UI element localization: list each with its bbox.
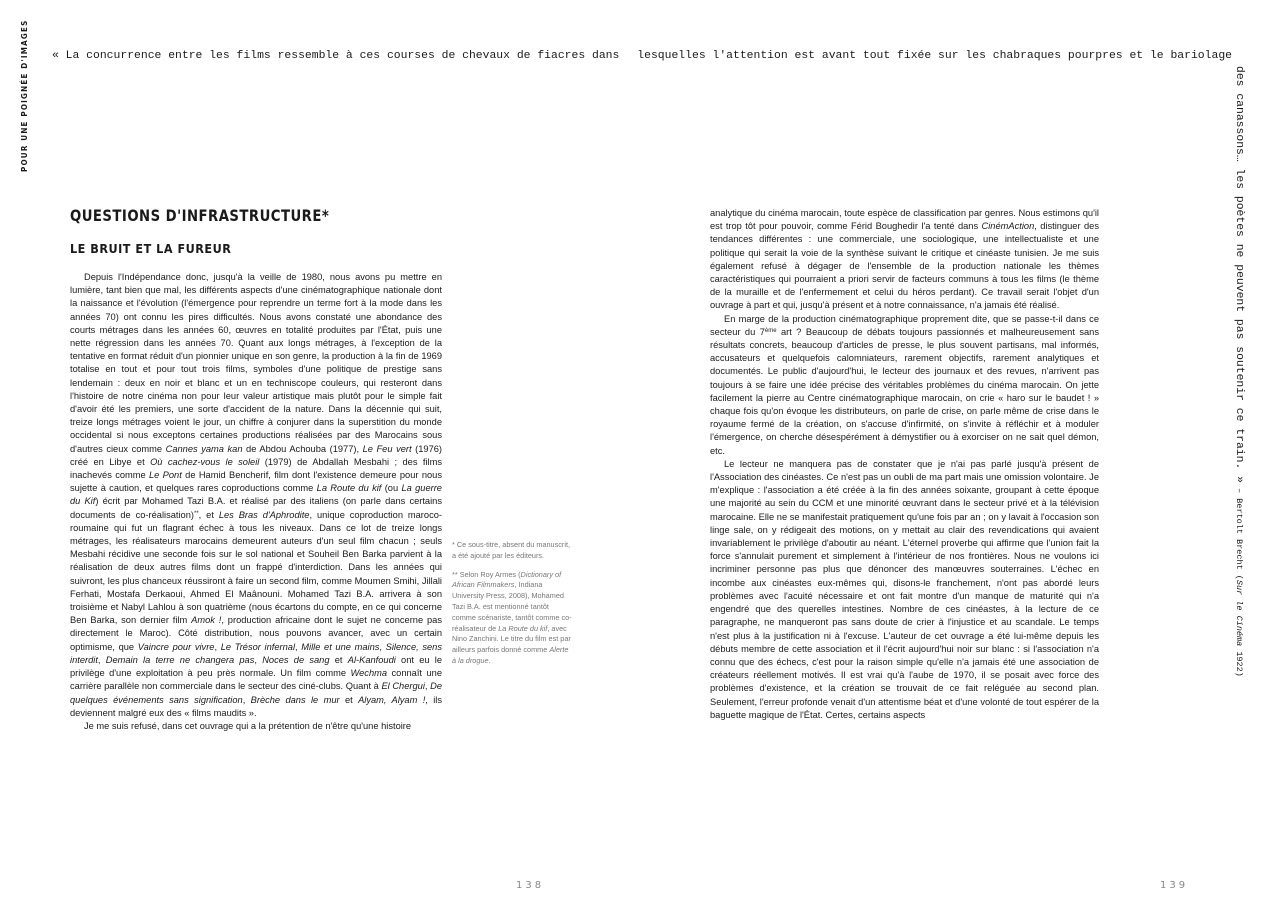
attribution-sep: – [1234, 482, 1244, 499]
page-number-left: 138 [516, 880, 545, 891]
epigraph-vertical-line [1233, 66, 1245, 677]
right-paragraph-3: Le lecteur ne manquera pas de constater que je n'ai pas parlé jusqu'à présent de l'Association des cinéastes. Ce n'est pas un oubli de ma part mais une omission volontaire. Je m'explique : l'association a été créée à la fin des années soixante, groupant à cette époque une majorité au sein du CCM et une minorité œuvrant dans le secteur privé et à la télévision marocaine. Elle ne se manifestait pratiquement qu'une fois par an ; on y lavait à l'occasion son linge sale, on y rédigeait des motions, on y mettait au clair des revendications qui avaient invariablement le privilège d'aboutir au néant. L'éternel proverbe qui affirme que l'union fait la force s'annulait purement et simplement à l'intérieur de nos frontières. Nous ne voulons ici incriminer personne pas plus que dénoncer des manœuvres souterraines. L'échec en incombe aux cinéastes eux-mêmes qui, disons-le franchement, n'ont pas abordé leurs problèmes avec l'acuité nécessaire et ont fait montre d'un manque de maturité qui n'a engendré que des querelles intestines. Nombre de ces cinéastes, à la lecture de ce paragraphe, ne manqueront pas sans doute de crier à l'injustice et au scandale. Le temps n'est plus à la justification ni à l'excuse. L'auteur de cet ouvrage a été lui-même depuis les débuts membre de cette association et il l'écrit aujourd'hui noir sur blanc : si l'association n'a connu que des échecs, c'est pour la raison simple qu'elle n'a jamais été une association de créateurs réellement motivés. Il est vrai qu'à l'aube de 1970, il se posait avec force des problèmes d'existence, et la création se trouvait de ce fait reléguée au second plan. Seulement, l'erreur profonde venait d'un attentisme béat et d'une volonté de tout espérer de la baguette magique de l'État. Certes, certains aspects [710, 458, 1099, 720]
left-column-text [70, 271, 442, 733]
epigraph-vertical-text: des canassons… les poètes ne peuvent pas soutenir ce train. » [1233, 66, 1245, 483]
left-paragraph-2: Je me suis refusé, dans cet ouvrage qui a la prétention de n'être qu'une histoire [84, 720, 412, 731]
section-subtitle: LE BRUIT ET LA FUREUR [70, 241, 232, 256]
page-number-right: 139 [1160, 880, 1189, 891]
epigraph-attribution [1234, 483, 1244, 677]
epigraph-right-line: lesquelles l'attention est avant tout fixée sur les chabraques pourpres et le bariolage [637, 50, 1232, 62]
footnote-2: ** Selon Roy Armes (Dictionary of African Filmmakers, Indiana University Press, 2008), Mohamed Tazi B.A. est mentionné tantôt comme scénariste, tantôt comme co-réalisateur de La Route du kif, avec Nino Zanchini. Le titre du film est par ailleurs parfois donné comme Alerte à la drogue. [452, 569, 572, 665]
right-column-text [710, 207, 1099, 722]
attribution-work: Sur le Cinéma [1234, 579, 1244, 647]
right-paragraph-2: En marge de la production cinématographique proprement dite, que se passe-t-il dans ce secteur du 7ème art ? Beaucoup de débats toujours passionnés et malheureusement sans résultats concrets, beaucoup d'articles de presse, le plus souvent partisans, mal informés, accusateurs et quelquefois calomniateurs, rarement objectifs, rarement analytiques et documentés. Le public d'aujourd'hui, le lecteur des journaux et des revues, n'arrivent pas toujours à se faire une idée précise des véritables problèmes du cinéma marocain. On jette facilement la pierre au Centre cinématographique marocain, on crie « haro sur le baudet ! » chaque fois qu'on évoque les distributeurs, on parle de crise, on parle même de crise dans le royaume fermé de la création, on s'accuse d'infirmité, on s'invite à réfléchir et à moduler l'émergence, on cherche désespérément à démystifier ou à exorciser on ne sait quel démon, etc. [710, 313, 1099, 456]
margin-notes [452, 540, 574, 675]
left-paragraph-1: Depuis l'Indépendance donc, jusqu'à la veille de 1980, nous avons pu mettre en lumière, tant bien que mal, les différents aspects d'une cinématographique nationale dont la naissance et l'évolution (l'émergence pour reprendre un terme fort à la mode dans les années 70) ont connu les pires difficultés. Nous avons constaté une abondance des courts métrages dans les années 60, œuvres en totalité produites par l'État, puis une nette régression dans les années 70. Quant aux longs métrages, à l'exception de la tentative en format réduit d'un pionnier unique en son genre, la production à la fin de 1969 totalise en tout et pour tout trois films, symboles d'une politique de prestige sans lendemain : deux en noir et blanc et un en techniscope couleurs, qui resteront dans l'histoire de notre cinéma non pour leur valeur artistique mais plutôt pour le simple fait d'avoir été les premiers, une sorte d'accident de la nature. Dans la décennie qui suit, treize longs métrages voient le jour, un chiffre à conjurer dans la superstition du monde occidental si nous exceptons certaines productions réalisées par des Marocains sous d'autres cieux comme Cannes yama kan de Abdou Achouba (1977), Le Feu vert (1976) créé en Libye et Où cachez-vous le soleil (1979) de Abdallah Mesbahi ; des films inachevés comme Le Pont de Hamid Bencherif, film dont l'existence demeure pour nous sujette à caution, et quelques rares coproductions comme La Route du kif (ou La guerre du Kif) écrit par Mohamed Tazi B.A. et réalisé par des italiens (on parle dans certains documents de co-réalisation)**, et Les Bras d'Aphrodite, unique coproduction maroco-roumaine qui fut un flagrant échec à tous les niveaux. Dans ce lot de treize longs métrages, les réalisateurs marocains demeurent auteurs d'un seul film chacun ; seuls Mesbahi récidive une seconde fois sur le sol national et Souheil Ben Barka parvient à la réalisation de deux autres films dont un frappé d'interdiction. Dans les années qui suivront, les plus chanceux réussiront à faire un second film, comme Moumen Smihi, Jillali Ferhati, Mostafa Derkaoui, Ahmed El Maânouni. Mohamed Tazi B.A. arrivera à son troisième et Nabyl Lahlou à son quatrième (nous écartons du compte, en ce qui concerne Ben Barka, son dernier film Amok !, production africaine dont le sujet ne concerne pas directement le Maroc). Côté distribution, nous pouvons avancer, avec un certain optimisme, que Vaincre pour vivre, Le Trésor infernal, Mille et une mains, Silence, sens interdit, Demain la terre ne changera pas, Noces de sang et Al-Kanfoudi ont eu le privilège d'une exploitation à peu près normale. Un film comme Wechma connaît une carrière parallèle non commerciale dans le secteur des ciné-clubs. Quant à El Chergui, De quelques événements sans signification, Brèche dans le mur et Alyam, Alyam !, ils deviennent malgré eux des « films maudits ». [70, 272, 443, 718]
attribution-year: 1922) [1234, 646, 1244, 677]
chapter-title: QUESTIONS D'INFRASTRUCTURE* [70, 206, 330, 225]
footnote-1: * Ce sous-titre, absent du manuscrit, a été ajouté par les éditeurs. [452, 540, 571, 560]
running-head: POUR UNE POIGNÉE D'IMAGES [20, 19, 29, 172]
epigraph-left-line: « La concurrence entre les films ressemble à ces courses de chevaux de fiacres dans [52, 50, 620, 62]
right-paragraph-1: analytique du cinéma marocain, toute espèce de classification par genres. Nous estimons qu'il est trop tôt pour pouvoir, comme Férid Boughedir l'a tenté dans CinémAction, distinguer des tendances différentes : une commerciale, une sociologique, une intellectualiste et une politique qui serait la voie de la synthèse suivant le critique et cinéaste tunisien. Je me suis également refusé à dégager de l'ensemble de la production nationale les thèmes caractéristiques qui pourraient a priori servir de facteurs communs à tous les films (le thème de la muraille et de l'enfermement et celui du héros perdant). Ce travail serait l'objet d'un ouvrage à part et qui, jusqu'à présent et à notre connaissance, n'a jamais été réalisé. [710, 208, 1099, 311]
attribution-author: Bertolt Brecht ( [1234, 498, 1244, 580]
